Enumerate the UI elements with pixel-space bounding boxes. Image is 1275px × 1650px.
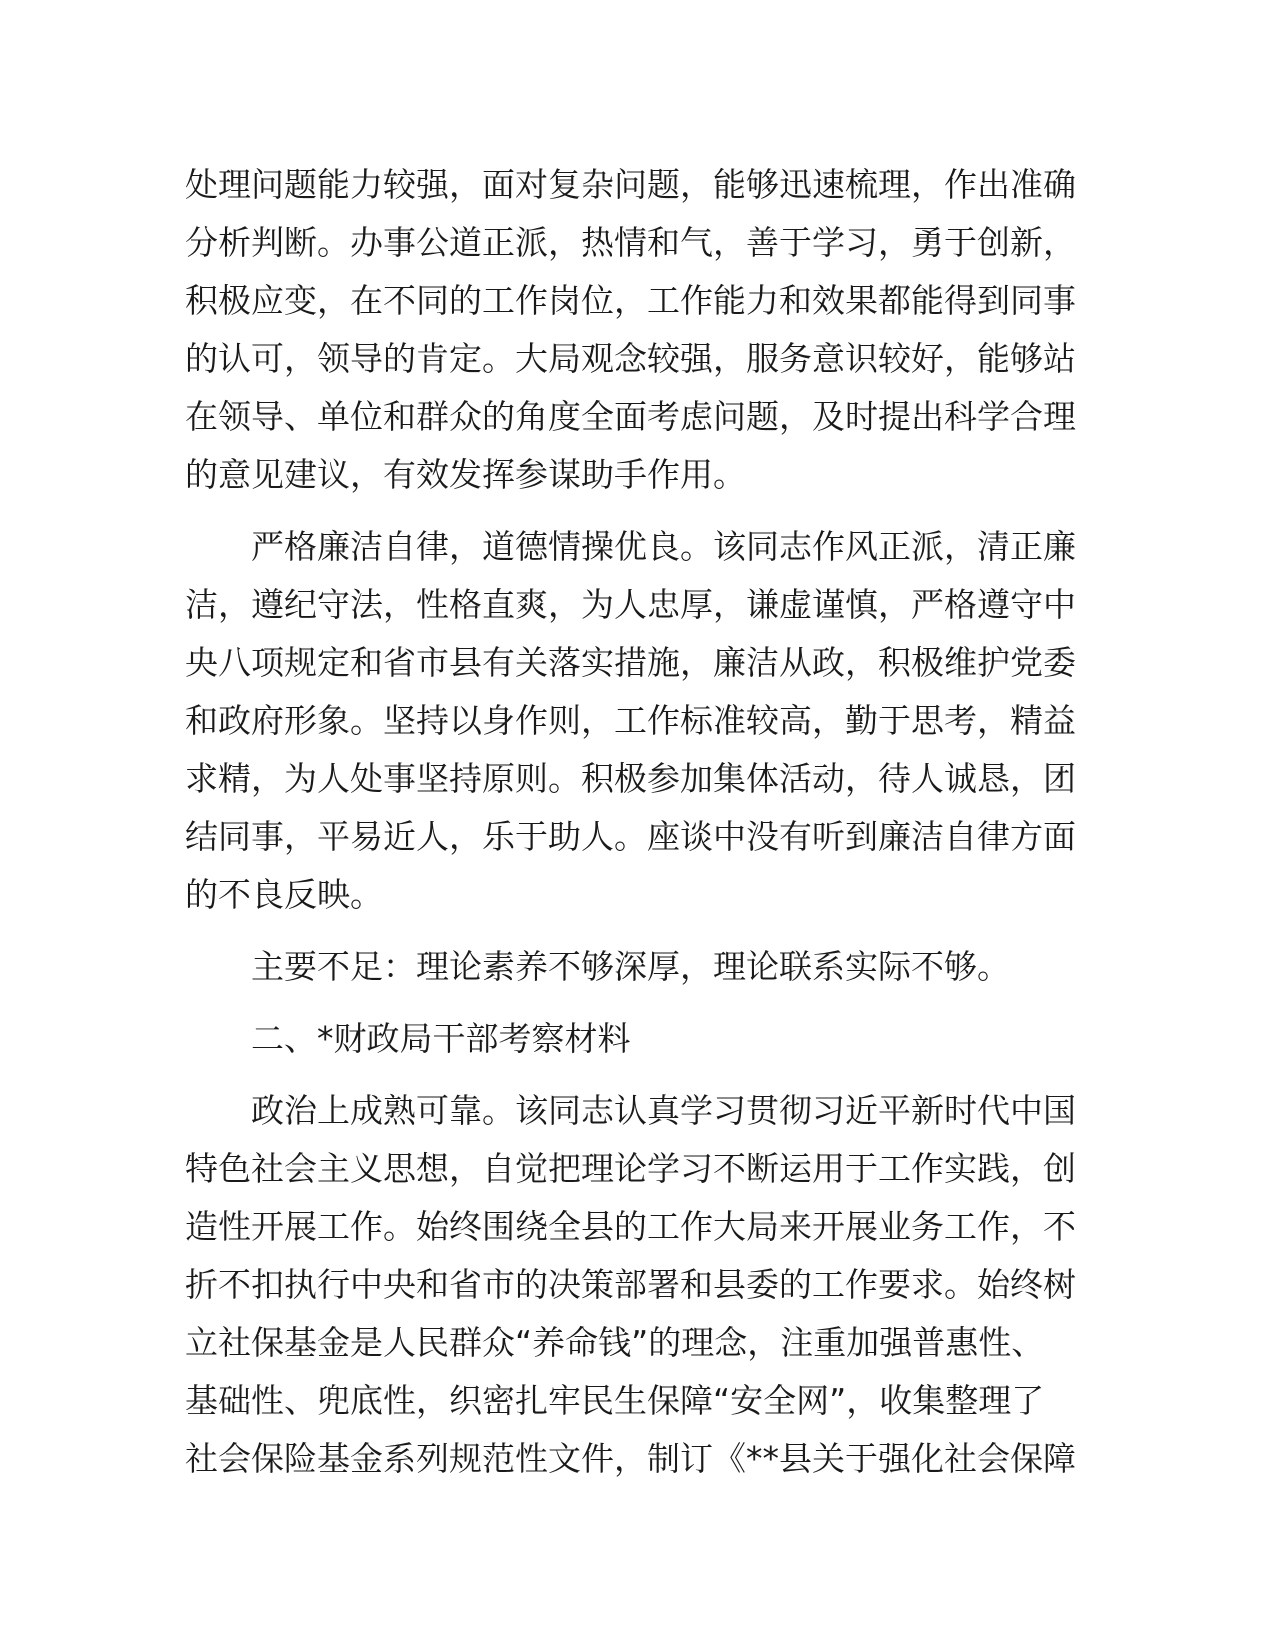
section-heading xyxy=(185,1010,1085,1068)
text-line: 主要不足：理论素养不够深厚，理论联系实际不够。 xyxy=(251,947,1010,986)
paragraph-shortcomings xyxy=(185,938,1085,996)
text-line: 央八项规定和省市县有关落实措施，廉洁从政，积极维护党委 xyxy=(185,643,1076,682)
text-line: 折不扣执行中央和省市的决策部署和县委的工作要求。始终树 xyxy=(185,1265,1076,1304)
paragraph-ability xyxy=(185,156,1085,504)
text-line: 积极应变，在不同的工作岗位，工作能力和效果都能得到同事 xyxy=(185,281,1076,320)
text-line: 的认可，领导的肯定。大局观念较强，服务意识较好，能够站 xyxy=(185,339,1076,378)
text-line: 的不良反映。 xyxy=(185,875,383,914)
text-line: 基础性、兜底性，织密扎牢民生保障“安全网”，收集整理了 xyxy=(185,1381,1045,1420)
paragraph-integrity xyxy=(185,518,1085,924)
text-line: 社会保险基金系列规范性文件，制订《**县关于强化社会保障 xyxy=(185,1439,1076,1478)
text-line: 造性开展工作。始终围绕全县的工作大局来开展业务工作，不 xyxy=(185,1207,1076,1246)
text-line: 处理问题能力较强，面对复杂问题，能够迅速梳理，作出准确 xyxy=(185,165,1076,204)
text-line: 严格廉洁自律，道德情操优良。该同志作风正派，清正廉 xyxy=(251,527,1076,566)
text-line: 求精，为人处事坚持原则。积极参加集体活动，待人诚恳，团 xyxy=(185,759,1076,798)
text-line: 政治上成熟可靠。该同志认真学习贯彻习近平新时代中国 xyxy=(251,1091,1076,1130)
text-line: 在领导、单位和群众的角度全面考虑问题，及时提出科学合理 xyxy=(185,397,1076,436)
text-line: 的意见建议，有效发挥参谋助手作用。 xyxy=(185,455,746,494)
paragraph-political xyxy=(185,1082,1085,1488)
text-line: 结同事，平易近人，乐于助人。座谈中没有听到廉洁自律方面 xyxy=(185,817,1076,856)
heading-text: 二、*财政局干部考察材料 xyxy=(251,1019,631,1058)
text-line: 特色社会主义思想，自觉把理论学习不断运用于工作实践，创 xyxy=(185,1149,1076,1188)
text-line: 立社保基金是人民群众“养命钱”的理念，注重加强普惠性、 xyxy=(185,1323,1045,1362)
text-line: 和政府形象。坚持以身作则，工作标准较高，勤于思考，精益 xyxy=(185,701,1076,740)
text-line: 洁，遵纪守法，性格直爽，为人忠厚，谦虚谨慎，严格遵守中 xyxy=(185,585,1076,624)
text-line: 分析判断。办事公道正派，热情和气，善于学习，勇于创新， xyxy=(185,223,1076,262)
